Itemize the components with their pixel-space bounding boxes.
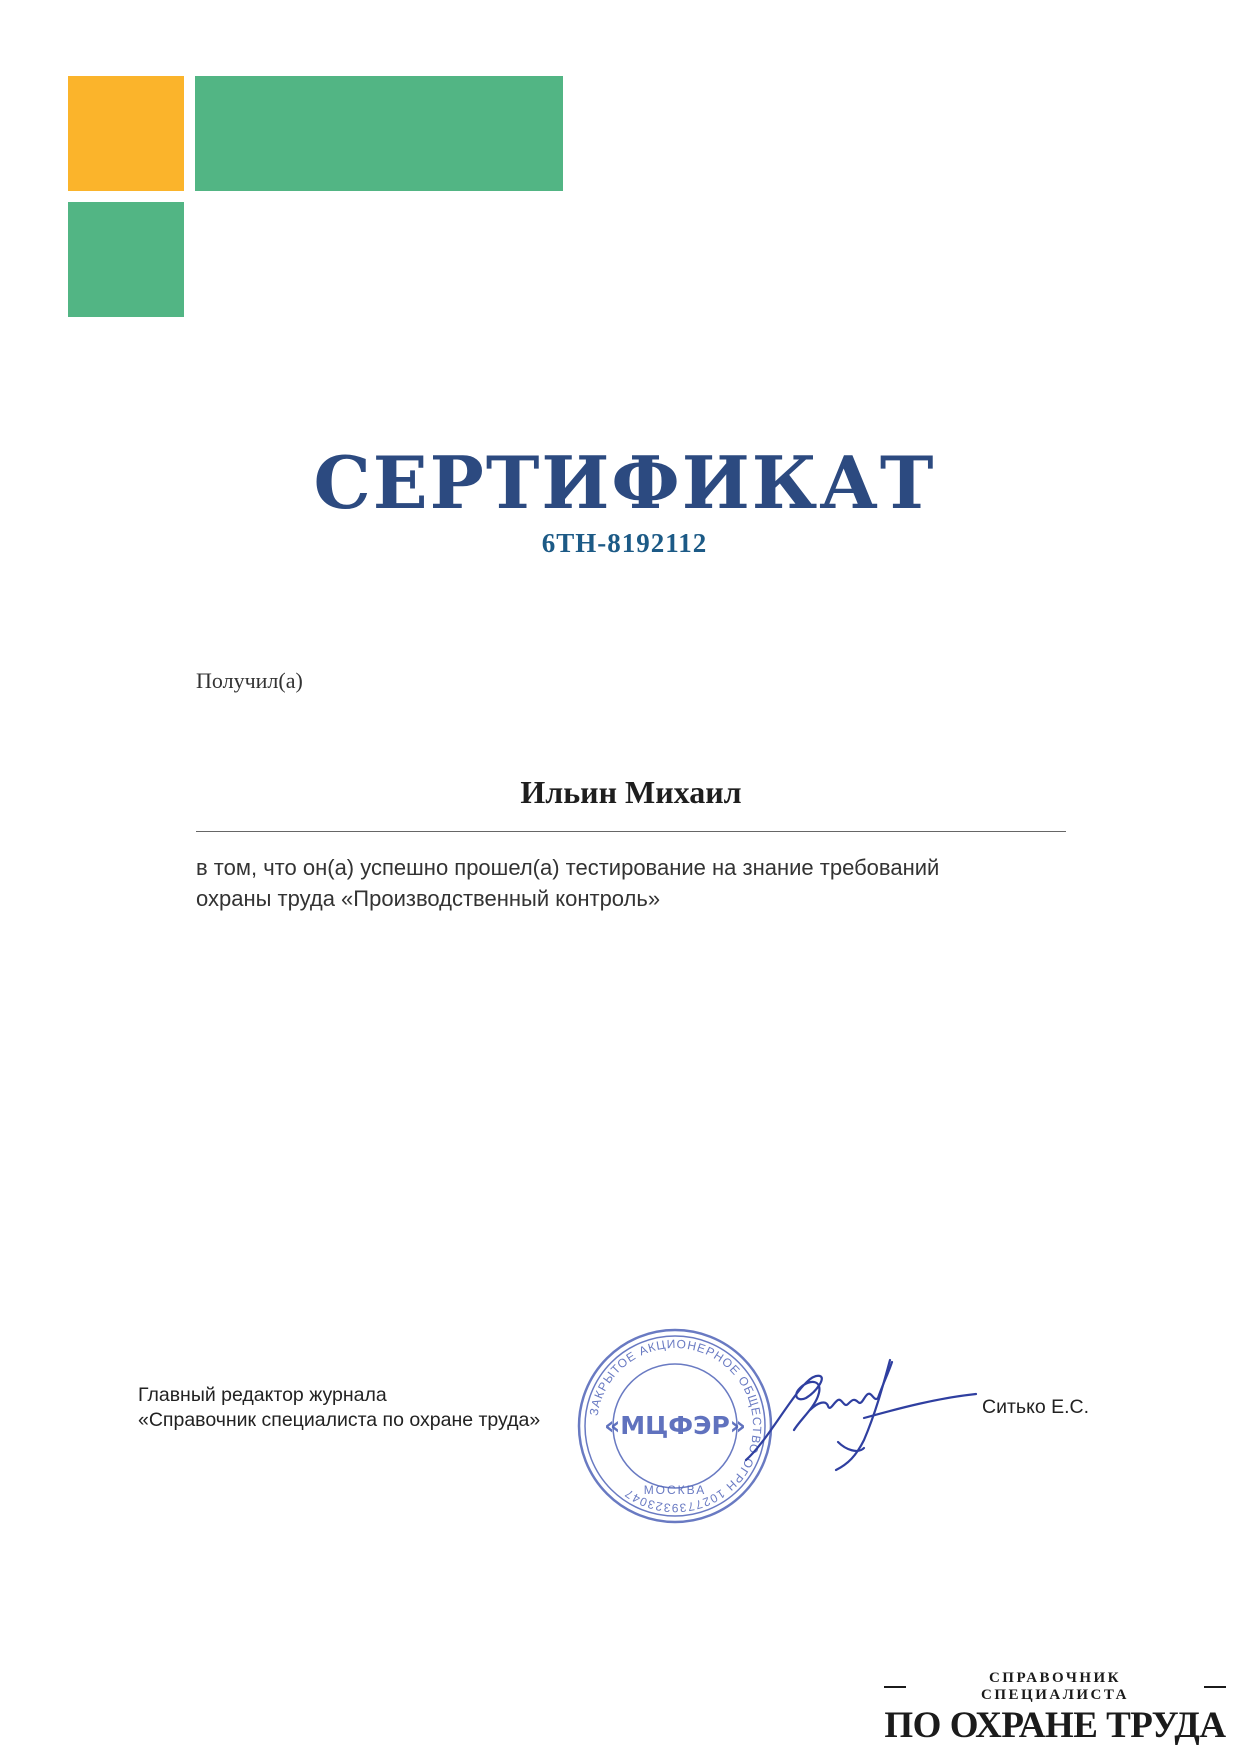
brand-dash-right — [1204, 1686, 1226, 1688]
certificate-number: 6ТН-8192112 — [541, 528, 708, 558]
journal-brand-logo — [878, 1670, 1232, 1746]
signer-name: Ситько Е.С. — [982, 1396, 1090, 1418]
stamp-city: МОСКВА — [643, 1483, 707, 1497]
certificate-statement — [196, 852, 1066, 914]
stamp-center-text: «МЦФЭР» — [604, 1411, 746, 1440]
logo-square-orange — [68, 76, 184, 191]
signer-role — [138, 1383, 568, 1433]
certificate-title: СЕРТИФИКАТ — [313, 440, 936, 525]
signer-role-line-1: Главный редактор журнала — [138, 1384, 387, 1406]
brand-line-1-text: СПРАВОЧНИК СПЕЦИАЛИСТА — [981, 1670, 1129, 1703]
brand-line-2: ПО ОХРАНЕ ТРУДА — [884, 1705, 1226, 1746]
stamp-outer-text: ЗАКРЫТОЕ АКЦИОНЕРНОЕ ОБЩЕСТВО ОГРН 1027739323047 — [586, 1336, 765, 1516]
recipient-underline — [196, 831, 1066, 832]
handwritten-signature — [740, 1352, 980, 1482]
statement-line-2: охраны труда «Производственный контроль» — [196, 886, 661, 911]
logo-square-green — [68, 202, 184, 317]
brand-line-1 — [878, 1670, 1232, 1704]
logo-bar-green — [195, 76, 563, 191]
statement-line-1: в том, что он(а) успешно прошел(а) тестирование на знание требований — [196, 855, 940, 880]
received-label: Получил(а) — [196, 668, 303, 693]
brand-dash-left — [884, 1686, 906, 1688]
recipient-name: Ильин Михаил — [520, 774, 742, 810]
signer-role-line-2: «Справочник специалиста по охране труда» — [138, 1409, 541, 1431]
